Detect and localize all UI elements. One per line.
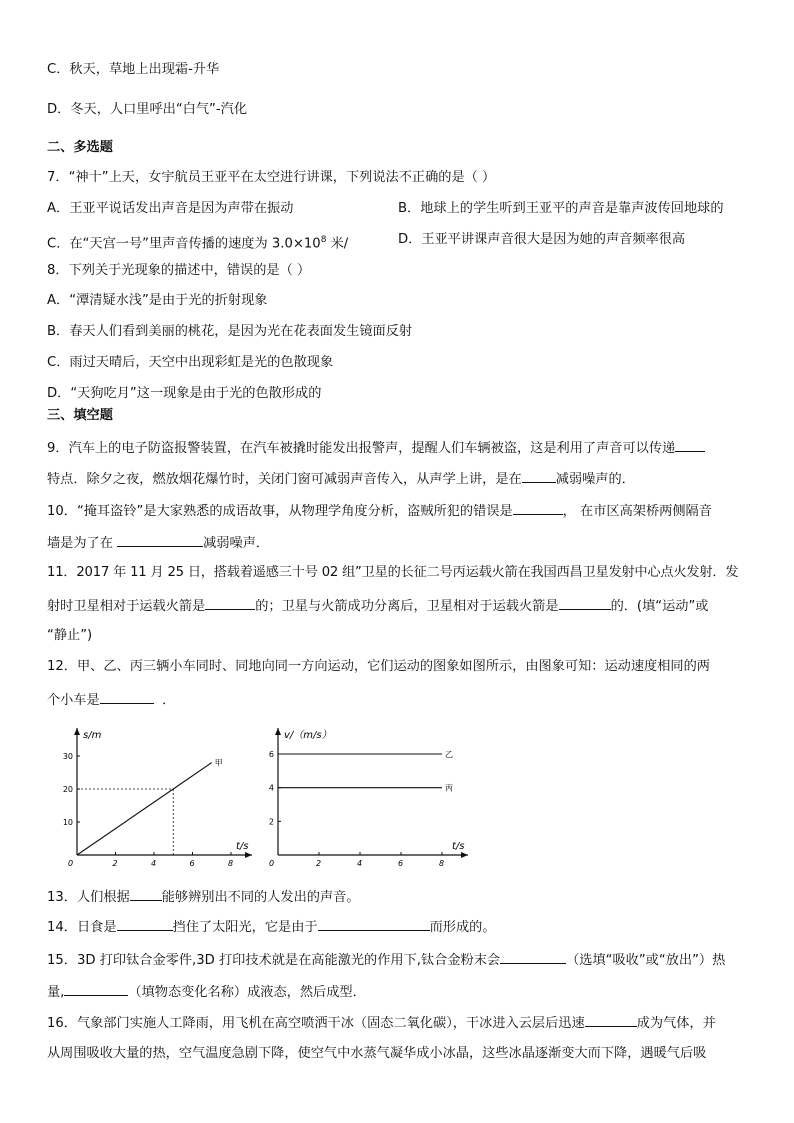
q16-line-1 [47,1013,716,1033]
q8-option-d: D．“天狗吃月”这一现象是由于光的色散形成的 [47,386,322,401]
y-tick-label: 10 [62,818,73,827]
y-tick-label: 20 [62,785,73,794]
q15-text-1: 15．3D 打印钛合金零件,3D 打印技术就是在高能激光的作用下,钛合金粉末会 [47,953,501,968]
x-tick-label: 0 [269,859,275,868]
q10-blank-2[interactable] [117,533,203,547]
q14-text-2: 挡住了太阳光，它是由于 [172,920,318,935]
q15-line-2 [47,982,366,1002]
q9-text-3: 减弱噪声的． [555,472,635,487]
q16-text-2: 成为气体，并 [636,1016,716,1031]
x-axis-label: t/s [452,841,465,852]
q9-line-1 [47,438,705,458]
q10-blank-1[interactable] [513,501,563,515]
x-axis-arrow [245,852,252,858]
q10-line-2 [47,533,269,553]
q9-blank-2[interactable] [522,469,556,483]
q14-line [47,917,496,937]
q11-text-1: 射时卫星相对于运载火箭是 [47,599,206,614]
q6-option-c: C．秋天，草地上出现霜-升华 [47,62,220,77]
x-tick-label: 0 [68,859,74,868]
q6-option-d: D．冬天，人口里呼出“白气”-汽化 [47,102,248,117]
q15-text-4: （填物态变化名称）成液态，然后成型． [128,985,366,1000]
y-tick-label: 6 [268,750,274,759]
q13-text-2: 能够辨别出不同的人发出的声音。 [161,890,360,905]
y-tick-label: 2 [268,817,274,827]
q15-text-3: 量, [47,985,65,1000]
q9-text-2: 特点．除夕之夜，燃放烟花爆竹时，关闭门窗可减弱声音传入，从声学上讲，是在 [47,472,522,487]
q7-option-c-unit: 米/ [326,236,349,252]
q7-option-a: A．王亚平说话发出声音是因为声带在振动 [47,201,294,216]
x-tick-label: 8 [228,859,234,868]
x-axis-arrow [461,852,468,858]
q15-text-2: （选填“吸收”或“放出”）热 [566,953,726,968]
q15-line-1 [47,950,725,970]
q9-text-1: 9．汽车上的电子防盗报警装置，在汽车被撬时能发出报警声，提醒人们车辆被盗，这是利用了声音可以传递 [47,441,676,456]
q7-option-c [47,231,348,253]
section-title-fill-in: 三、填空题 [47,408,113,423]
q11-text-2: 的；卫星与火箭成功分离后，卫星相对于运载火箭是 [255,599,559,614]
series-line-甲 [77,763,212,855]
q15-blank-2[interactable] [64,982,128,996]
x-tick-label: 4 [357,859,363,868]
q13-blank-1[interactable] [130,887,162,901]
q12-text-1: 个小车是 [47,693,100,708]
x-tick-label: 8 [439,859,445,868]
chart-velocity-time [258,722,478,870]
q10-text-2: ， 在市区高架桥两侧隔音 [562,504,712,519]
q14-text-3: 而形成的。 [429,920,496,935]
q16-blank-1[interactable] [585,1013,637,1027]
q15-blank-1[interactable] [500,950,566,964]
x-tick-label: 4 [151,859,157,868]
y-tick-label: 30 [62,752,73,761]
q10-text-4: 减弱噪声． [203,536,270,551]
q7-option-c-exponent: 8 [320,235,327,245]
q11-line-2 [47,596,709,616]
q16-line-2: 从周围吸收大量的热，空气温度急剧下降，使空气中水蒸气凝华成小冰晶，这些冰晶逐渐变大而下降，遇暖气后吸 [47,1046,707,1061]
q12-text-2: ． [162,693,176,708]
q12-line-2 [47,690,175,710]
section-title-multiple-choice: 二、多选题 [47,140,113,155]
series-label: 甲 [214,758,223,768]
q8-option-c: C．雨过天晴后，天空中出现彩虹是光的色散现象 [47,355,334,370]
x-axis-label: t/s [236,841,249,852]
q8-stem: 8．下列关于光现象的描述中，错误的是（ ） [47,263,311,278]
q12-blank-1[interactable] [100,690,154,704]
q8-option-a: A．“潭清疑水浅”是由于光的折射现象 [47,293,268,308]
series-label: 乙 [445,750,453,759]
q14-blank-2[interactable] [318,917,430,931]
series-label: 丙 [445,783,453,793]
y-tick-label: 4 [268,783,274,793]
q10-line-1 [47,501,712,521]
q7-option-c-text: C．在“天宫一号”里声音传播的速度为 3.0×10 [47,236,321,252]
q11-line-3: “静止”) [47,628,93,643]
y-axis-arrow [74,728,80,735]
q8-option-b: B．春天人们看到美丽的桃花，是因为光在花表面发生镜面反射 [47,324,413,339]
q7-option-d: D．王亚平讲课声音很大是因为她的声音频率很高 [398,232,686,247]
q10-text-1: 10．“掩耳盗铃”是大家熟悉的成语故事，从物理学角度分析，盗贼所犯的错误是 [47,504,513,519]
chart-distance-time [52,722,267,870]
y-axis-arrow [275,728,281,735]
x-tick-label: 6 [189,859,195,868]
q11-line-1: 11．2017 年 11 月 25 日，搭载着遥感三十号 02 组”卫星的长征二号丙运载火箭在我国西昌卫星发射中心点火发射．发 [47,565,739,580]
x-tick-label: 2 [316,859,322,868]
q14-blank-1[interactable] [117,917,173,931]
q10-text-3: 墙是为了在 [47,536,118,551]
q14-text-1: 14．日食是 [47,920,117,935]
q9-line-2 [47,469,635,489]
q11-text-3: 的．(填“运动”或 [610,599,709,614]
y-axis-label: v/（m/s） [284,730,332,741]
x-tick-label: 6 [398,859,404,868]
q7-stem: 7．“神十”上天，女宇航员王亚平在太空进行讲课，下列说法不正确的是（ ） [47,170,496,185]
q9-blank-1[interactable] [675,438,705,452]
q7-option-b: B．地球上的学生听到王亚平的声音是靠声波传回地球的 [398,201,724,216]
y-axis-label: s/m [83,730,102,741]
q11-blank-1[interactable] [205,596,255,610]
q16-text-1: 16．气象部门实施人工降雨，用飞机在高空喷洒干冰（固态二氧化碳），干冰进入云层后迅速 [47,1016,585,1031]
x-tick-label: 2 [112,859,118,868]
q11-blank-2[interactable] [559,596,611,610]
q13-text-1: 13．人们根据 [47,890,130,905]
q12-line-1: 12．甲、乙、丙三辆小车同时、同地向同一方向运动，它们运动的图象如图所示，由图象可知：运动速度相同的两 [47,659,710,674]
q13-line [47,887,360,907]
